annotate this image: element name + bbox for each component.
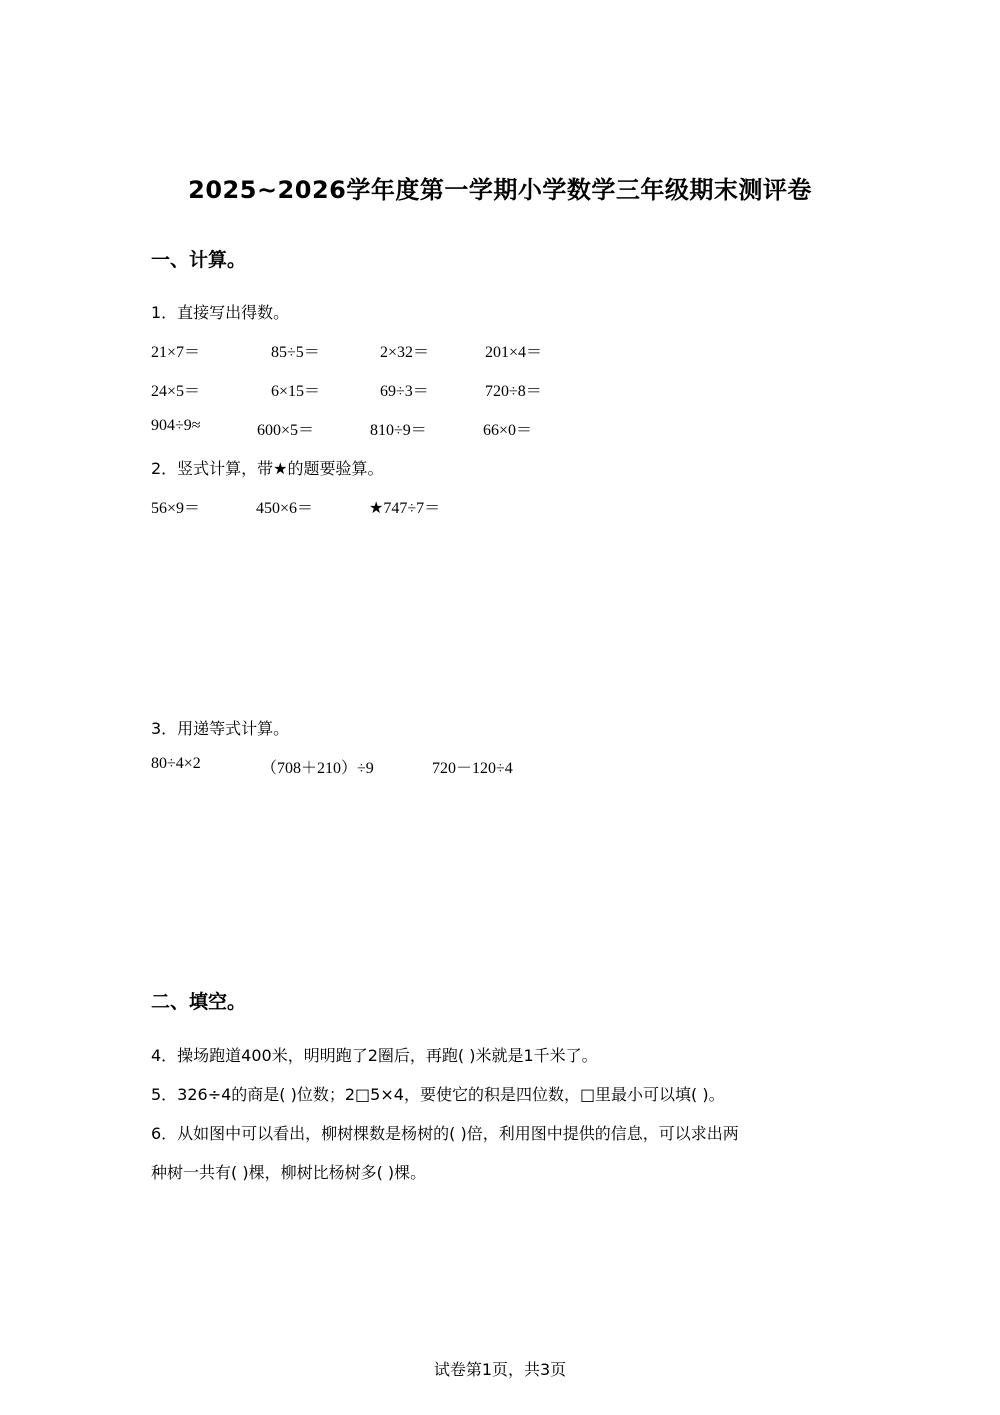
q1-row3-item2: 600×5＝ (257, 422, 315, 439)
question-6-line-1: 6．从如图中可以看出，柳树棵数是杨树的( )倍，利用图中提供的信息，可以求出两 (151, 1124, 739, 1143)
q1-row3-item3: 810÷9＝ (370, 422, 427, 439)
q1-row3-item4: 66×0＝ (483, 422, 533, 439)
question-6-line-2: 种树一共有( )棵，柳树比杨树多( )棵。 (151, 1163, 427, 1182)
page-footer: 试卷第1页，共3页 (433, 1360, 567, 1379)
page-title: 2025~2026学年度第一学期小学数学三年级期末测评卷 (188, 176, 812, 204)
section-heading-fill-blank: 二、填空。 (151, 991, 247, 1013)
q1-row3-item1: 904÷9≈ (151, 417, 201, 434)
q1-row2-item2: 6×15＝ (271, 383, 321, 400)
question-1-label: 1．直接写出得数。 (151, 303, 290, 322)
q2-item3: ★747÷7＝ (369, 500, 441, 517)
q1-row1-item4: 201×4＝ (485, 344, 543, 361)
q1-row2-item1: 24×5＝ (151, 383, 201, 400)
q3-item3: 720－120÷4 (432, 760, 513, 777)
q1-row2-item3: 69÷3＝ (380, 383, 429, 400)
question-4: 4．操场跑道400米，明明跑了2圈后，再跑( )米就是1千米了。 (151, 1046, 598, 1065)
q3-item2: （708＋210）÷9 (261, 760, 374, 777)
section-heading-calculation: 一、计算。 (151, 249, 247, 271)
q1-row1-item1: 21×7＝ (151, 344, 201, 361)
q2-item1: 56×9＝ (151, 500, 201, 517)
q1-row1-item3: 2×32＝ (380, 344, 430, 361)
question-3-label: 3．用递等式计算。 (151, 719, 290, 738)
question-5: 5．326÷4的商是( )位数；2□5×4，要使它的积是四位数，□里最小可以填( )。 (151, 1085, 725, 1104)
q3-item1: 80÷4×2 (151, 755, 201, 772)
q2-item2: 450×6＝ (256, 500, 314, 517)
question-2-label: 2．竖式计算，带★的题要验算。 (151, 459, 384, 478)
q1-row2-item4: 720÷8＝ (485, 383, 542, 400)
q1-row1-item2: 85÷5＝ (271, 344, 320, 361)
